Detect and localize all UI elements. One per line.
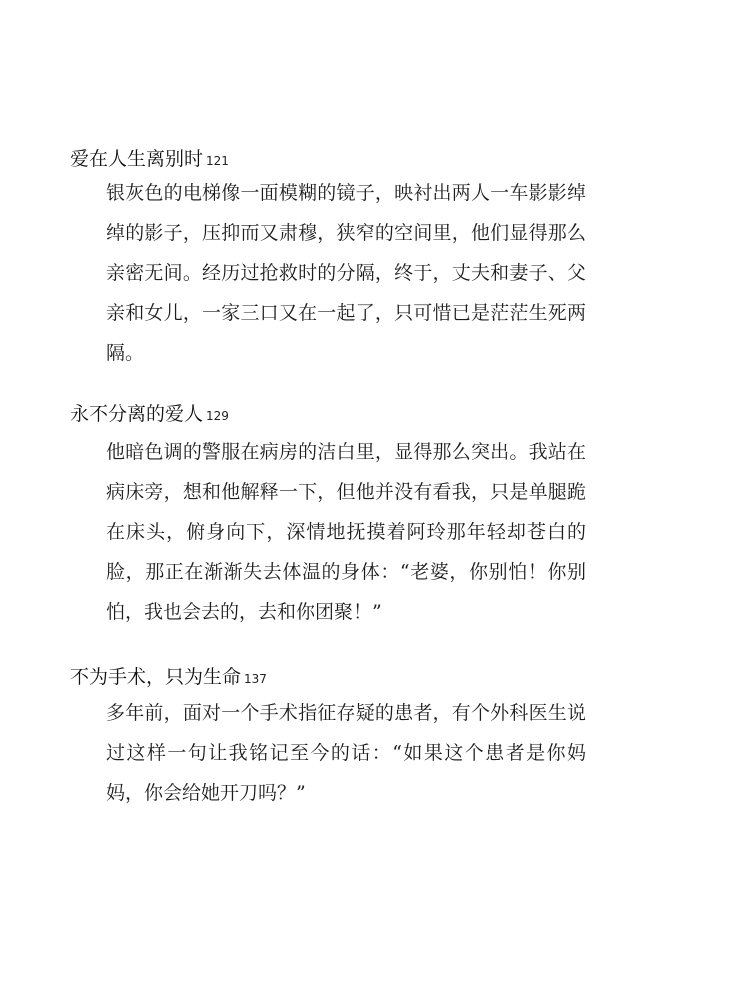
entry-title [70, 665, 267, 691]
page-number: 121 [206, 154, 229, 168]
entry-title-text: 永不分离的爱人 [70, 403, 204, 425]
page-number: 129 [206, 409, 229, 423]
page-number: 137 [244, 672, 267, 686]
entry-excerpt: 银灰色的电梯像一面模糊的镜子，映衬出两人一车影影绰绰的影子，压抑而又肃穆，狭窄的空间里，他们显得那么亲密无间。经历过抢救时的分隔，终于，丈夫和妻子、父亲和女儿，一家三口又在一起了，只可惜已是茫茫生死两隔。 [106, 182, 586, 364]
entry-excerpt: 他暗色调的警服在病房的洁白里，显得那么突出。我站在病床旁，想和他解释一下，但他并没有看我，只是单腿跪在床头，俯身向下，深情地抚摸着阿玲那年轻却苍白的脸，那正在渐渐失去体温的身体：“老婆，你别怕！你别怕，我也会去的，去和你团聚！” [106, 441, 586, 623]
entry-excerpt: 多年前，面对一个手术指征存疑的患者，有个外科医生说过这样一句让我铭记至今的话：“如果这个患者是你妈妈，你会给她开刀吗？” [106, 702, 586, 804]
entry-title [70, 147, 229, 173]
entry-title [70, 402, 229, 428]
entry-title-text: 爱在人生离别时 [70, 148, 204, 170]
entry-title-text: 不为手术，只为生命 [70, 666, 242, 688]
